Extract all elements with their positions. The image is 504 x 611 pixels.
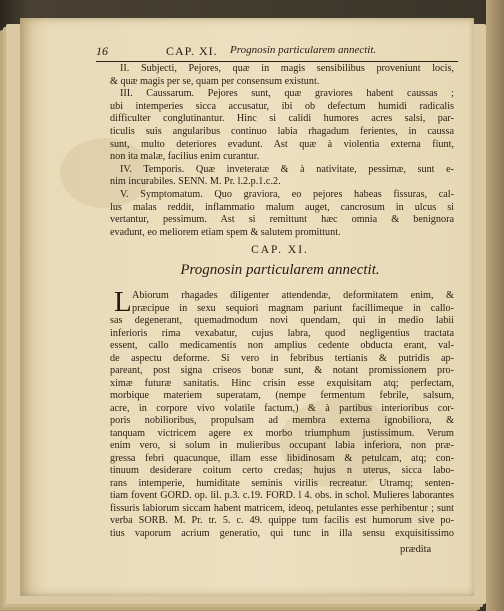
drop-cap: L [114, 286, 132, 318]
text-line: III. Caussarum. Pejores sunt, quæ graviores habent caussas ; [120, 88, 454, 100]
text-line: ubi intemperies sicca accusatur, ibi ob defectum humidi radicalis [110, 100, 454, 112]
text-line: V. Symptomatum. Quo graviora, eo pejores habeas fissuras, cal- [120, 188, 454, 200]
text-line: præcipue in sexu sequiori magnam pariunt facillimeque in callo- [132, 302, 454, 314]
text-line: poris nobilioribus, propulsam ad membra externa ignobiliora, & [110, 415, 454, 426]
text-line: gressa febri quacunque, illam esse libidinosam & petulcam, atq; con- [110, 452, 454, 464]
text-line: II. Subjecti, Pejores, quæ in magis sensibilibus proveniunt locis, [120, 63, 454, 74]
adjacent-page-edge [486, 0, 504, 611]
text-line: sas degenerant, quemadmodum novi quendam, qui in medio labii [110, 315, 454, 326]
text-line: non ita malæ, facilius enim curantur. [110, 151, 260, 163]
upper-text-block [110, 63, 454, 239]
text-line: pareant, post signa criseos bonæ sunt, & notant promissionem pro- [110, 365, 454, 376]
header-chapter: CAP. XI. [166, 44, 218, 58]
catchword: prædita [400, 544, 432, 555]
text-line: verba SORB. M. Pr. tr. 5. c. 49. quippe tum facilis est humorum sive po- [110, 515, 454, 526]
text-line: nim incurabiles. SENN. M. Pr. l.2.p.1.c.2. [110, 176, 281, 188]
text-line: enim vero, si solum in mulieribus occupant labia inferiora, non præ- [110, 440, 454, 451]
text-line: sunt, multo deteriores evadunt. Ast quæ à violentia externa fiunt, [110, 138, 454, 150]
text-line: inferioris rima vexabatur, cujus labra, quod negligentius tractata [110, 327, 454, 339]
text-line: vertantur, pessimum. Ast si remittunt hæc omnia & benignora [110, 214, 454, 226]
text-line: rans intemperie, humiditate seminis virilis recreatur. Utramq; senten- [110, 477, 454, 489]
text-line: tanquam victricem agere ex morbo triumphum justissimum. Verum [110, 427, 454, 439]
chapter-body-text [110, 286, 454, 540]
text-line: tinuum desiderare coitum certo credas; hujus n uterus, sicca labo- [110, 465, 454, 476]
chapter-number: CAP. XI. [251, 244, 309, 256]
chapter-title: Prognosin particularem annectit. [180, 262, 380, 278]
text-line: lus malas reddit, inflammatio malum auget, cancrosum in ulcus si [110, 201, 454, 213]
text-line: de aspectu deforme. Si vero in febribus tertianis & putridis ap- [110, 352, 454, 364]
text-line: morbique materiem superatam, (nempe fermentum febrile, salsum, [110, 390, 454, 401]
running-header [96, 44, 456, 60]
text-line: essent, callo medicamentis non amplius cedente obducta erant, val- [110, 340, 454, 351]
text-line: evadunt, eo meliorem etiam spem & salutem promittunt. [110, 226, 341, 238]
text-line: tiam fovent GORD. op. lil. p.3. c.19. FORD. l 4. obs. in schol. Mulieres laborantes [110, 490, 454, 501]
text-line: difficulter conglutinantur. Hinc si calidi humores acres salsi, par- [110, 113, 454, 125]
page-number: 16 [96, 44, 108, 58]
text-line: ximæ futuræ sanitatis. Hinc crisin esse exquisitam atq; perfectam, [110, 377, 454, 389]
header-running-title: Prognosin particularem annectit. [230, 44, 377, 56]
text-line: ticulis suis angularibus continuo labia rhagadum ferientes, in caussa [110, 125, 454, 137]
text-line: fissuris labiorum siccam habent matricem, ideoq, petulantes esse perhibentur ; sunt [110, 502, 454, 514]
text-line: tius vaporum acrium generatio, qui tunc in illa sensu exquisitissimo [110, 527, 454, 539]
text-line: IV. Temporis. Quæ inveteratæ & à nativitate, pessimæ, sunt e- [120, 163, 454, 175]
header-rule [96, 61, 458, 62]
text-line: & quæ magis per se, quam per consensum existunt. [110, 75, 320, 87]
text-line: acre, in corpore vivo volatile factum,) & à partibus interioribus cor- [110, 402, 454, 414]
text-line: Abiorum rhagades diligenter attendendæ, deformitatem enim, & [132, 290, 454, 301]
